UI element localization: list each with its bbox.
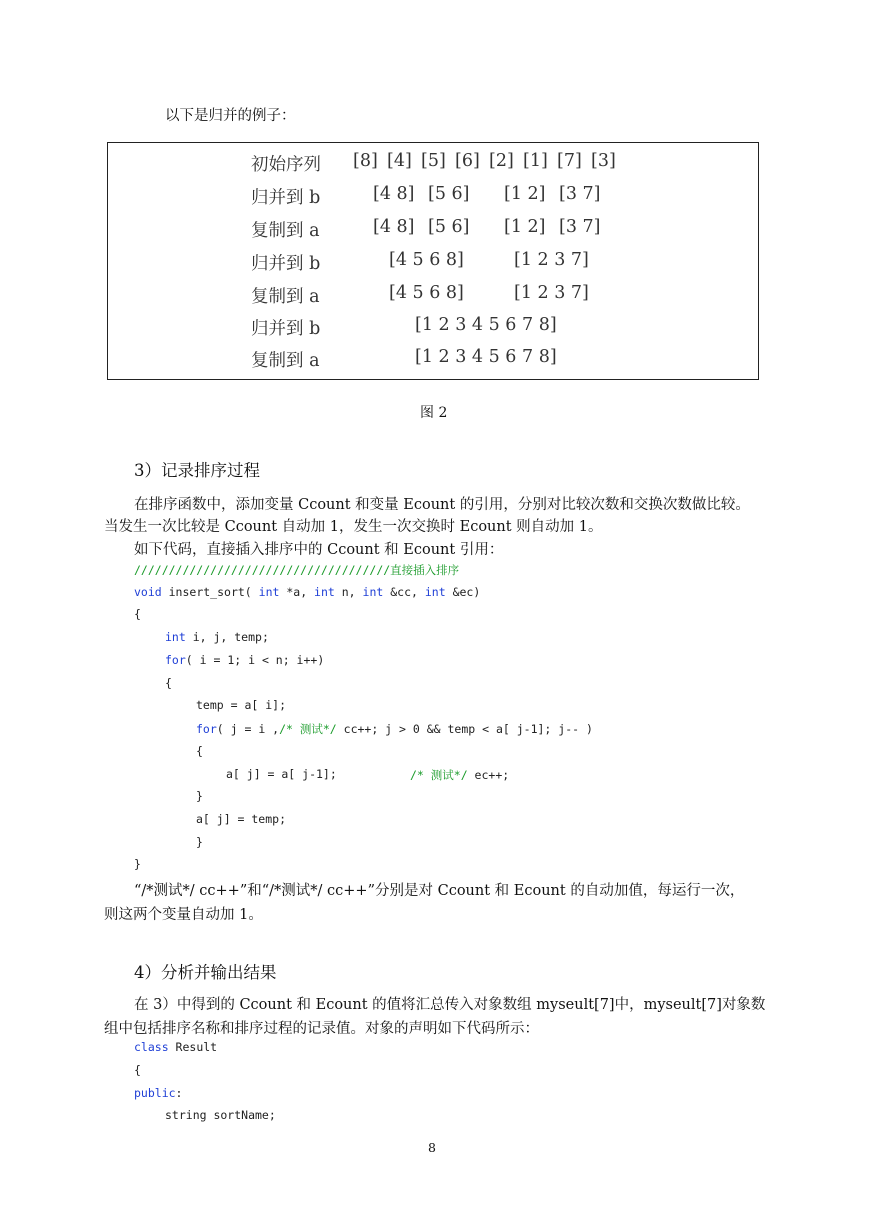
code-line: string sortName; [165,1108,276,1122]
figure-row [108,315,758,347]
section-heading: 4）分析并输出结果 [134,963,277,982]
code-brace: { [134,1063,141,1077]
cell: [1 2 3 4 5 6 7 8] [415,315,557,335]
cell: [7] [557,151,582,171]
figure-row [108,217,758,249]
cell: [1 2 3 7] [514,283,589,303]
figure-row [108,151,758,183]
cell: [4 5 6 8] [389,283,464,303]
code-line: temp = a[ i]; [196,698,287,712]
code-keyword: void [134,585,162,599]
row-label: 归并到 b [251,319,321,339]
figure-row [108,347,758,379]
code-keyword: int [362,585,384,599]
cell: [5 6] [428,217,470,237]
row-label: 归并到 b [251,254,321,274]
code-line [134,1040,217,1054]
code-keyword: int [424,585,446,599]
code-line: a[ j] = temp; [196,812,287,826]
code-line [134,585,480,599]
cell: [4 8] [373,217,415,237]
paragraph-line: “/*测试*/ cc++”和“/*测试*/ cc++”分别是对 Ccount 和 Ecount 的自动加值，每运行一次， [134,883,745,899]
cell: [5] [421,151,446,171]
code-text: n, [334,585,363,599]
paragraph-line: 在排序函数中，添加变量 Ccount 和变量 Ecount 的引用，分别对比较次数和交换次数做比较。 [134,497,750,513]
row-label: 复制到 a [251,287,320,307]
code-text: ( j = i , [216,722,280,736]
code-brace: { [165,676,172,690]
cell: [2] [489,151,514,171]
code-comment-line: /////////////////////////////////////直接插入排序 [134,563,460,577]
code-text: ec++; [467,768,510,782]
code-text: insert_sort( [161,585,259,599]
code-text: : [175,1086,183,1100]
code-line [410,767,509,783]
cell: [1] [523,151,548,171]
code-line: a[ j] = a[ j-1]; [226,767,337,781]
code-text: Result [168,1040,218,1054]
cell: [4 8] [373,184,415,204]
cell: [3 7] [559,217,601,237]
paragraph-line: 组中包括排序名称和排序过程的记录值。对象的声明如下代码所示： [104,1021,539,1037]
code-text: i, j, temp; [185,630,269,644]
code-keyword: int [258,585,280,599]
cell: [4 5 6 8] [389,250,464,270]
code-line [134,1086,182,1100]
page-number: 8 [428,1140,436,1155]
code-line [165,653,324,667]
code-brace: } [196,835,203,849]
code-keyword: int [314,585,335,599]
code-keyword: int [165,630,186,644]
code-keyword: for [196,722,217,736]
code-text: ( i = 1; i < n; i++) [185,653,325,667]
paragraph-line: 则这两个变量自动加 1。 [104,907,263,923]
cell: [1 2] [504,184,546,204]
code-text: cc++; j > 0 && temp < a[ j-1]; j-- ) [336,722,593,736]
code-comment: /* 测试*/ [410,768,468,782]
figure-row [108,184,758,216]
code-keyword: for [165,653,186,667]
row-label: 初始序列 [251,155,321,175]
row-label: 复制到 a [251,221,320,241]
cell: [5 6] [428,184,470,204]
code-text: *a, [279,585,315,599]
paragraph-line: 如下代码，直接插入排序中的 Ccount 和 Ecount 引用： [134,542,504,558]
cell: [6] [455,151,480,171]
cell: [1 2] [504,217,546,237]
code-brace: } [196,789,203,803]
code-keyword: class [134,1040,169,1054]
cell: [1 2 3 7] [514,250,589,270]
code-brace: { [196,744,203,758]
figure-row [108,283,758,315]
section-heading: 3）记录排序过程 [134,461,260,480]
intro-text: 以下是归并的例子： [165,108,296,124]
figure-caption: 图 2 [420,405,448,421]
merge-example-figure [107,142,759,380]
cell: [3] [591,151,616,171]
code-brace: { [134,607,141,621]
code-brace: } [134,857,141,871]
row-label: 复制到 a [251,351,320,371]
paragraph-line: 在 3）中得到的 Ccount 和 Ecount 的值将汇总传入对象数组 myseult[7]中，myseult[7]对象数 [134,997,766,1013]
code-line [165,630,269,644]
code-text: &cc, [383,585,425,599]
paragraph-line: 当发生一次比较是 Ccount 自动加 1，发生一次交换时 Ecount 则自动加 1。 [104,519,603,535]
cell: [4] [387,151,412,171]
code-keyword: public [134,1086,176,1100]
cell: [8] [353,151,378,171]
cell: [1 2 3 4 5 6 7 8] [415,347,557,367]
cell: [3 7] [559,184,601,204]
code-text: &ec) [445,585,481,599]
row-label: 归并到 b [251,188,321,208]
code-comment: /* 测试*/ [279,722,337,736]
figure-row [108,250,758,282]
code-line [196,721,593,737]
